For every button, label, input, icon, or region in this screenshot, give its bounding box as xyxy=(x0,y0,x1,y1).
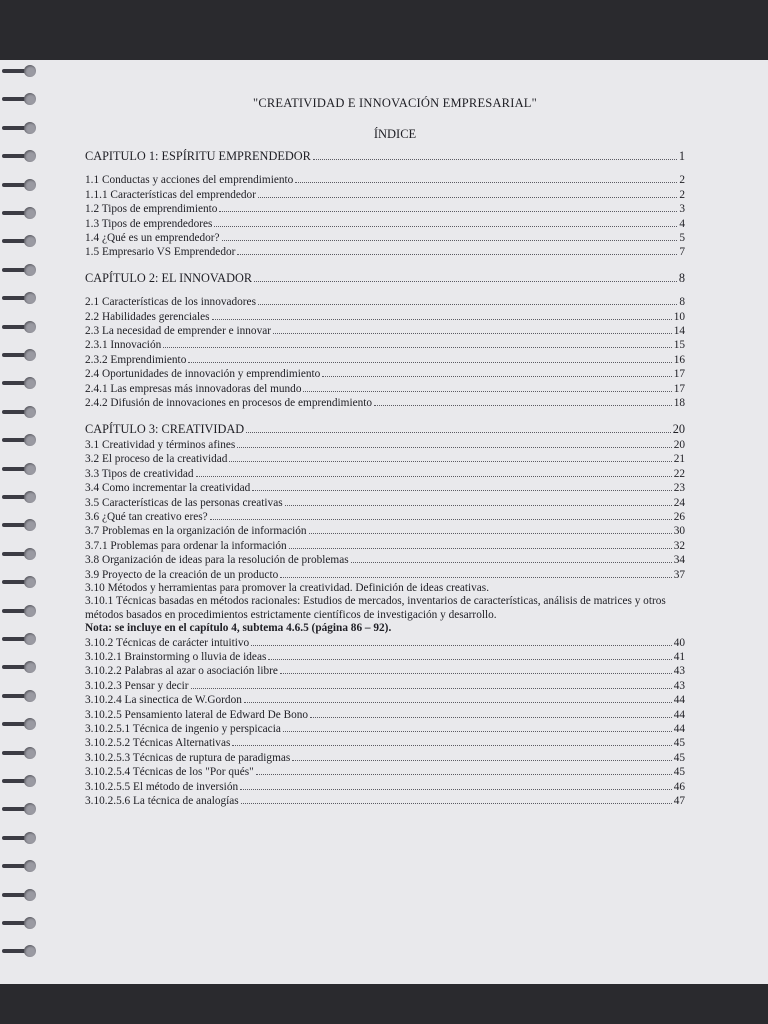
toc-entry xyxy=(85,481,685,495)
toc-leader xyxy=(258,188,677,198)
toc-entry xyxy=(85,231,685,245)
spiral-ring xyxy=(2,149,34,163)
spiral-ring xyxy=(2,774,34,788)
toc-label: 3.7 Problemas en la organización de información xyxy=(85,525,307,538)
toc-page: 1 xyxy=(678,149,685,163)
spiral-ring xyxy=(2,121,34,135)
toc-leader xyxy=(240,780,672,790)
toc-entry xyxy=(85,780,685,794)
toc-page: 43 xyxy=(673,679,685,692)
toc-label: 3.10.2.5.6 La técnica de analogías xyxy=(85,795,239,808)
toc-page: 3 xyxy=(679,203,685,216)
toc-entry xyxy=(85,524,685,538)
toc-leader xyxy=(254,272,677,282)
spiral-ring xyxy=(2,660,34,674)
toc-entry xyxy=(85,636,685,650)
toc-page: 41 xyxy=(673,651,685,663)
toc-page: 14 xyxy=(673,325,685,338)
toc-page: 23 xyxy=(673,482,685,495)
toc-label: 3.10.2.2 Palabras al azar o asociación libre xyxy=(85,665,278,678)
toc-entry-3-10-1: 3.10.1 Técnicas basadas en métodos racionales: Estudios de mercados, inventarios de características, análisis de matrices y otros métodos basados en procedimientos estrictamente científicos de investigación y desarrollo. xyxy=(85,595,666,621)
spiral-ring xyxy=(2,291,34,305)
spiral-ring xyxy=(2,64,34,78)
spiral-ring xyxy=(2,92,34,106)
toc-leader xyxy=(256,765,672,775)
toc-label: 3.10.2.5.2 Técnicas Alternativas xyxy=(85,737,231,750)
toc-entry xyxy=(85,396,685,410)
document-page xyxy=(0,60,768,984)
toc-leader xyxy=(258,295,677,305)
spiral-ring xyxy=(2,888,34,902)
toc-entry xyxy=(85,693,685,707)
toc-label: 1.3 Tipos de emprendedores xyxy=(85,217,213,230)
toc-label: 3.10.2.3 Pensar y decir xyxy=(85,679,189,692)
toc-chapter-1 xyxy=(85,150,685,163)
toc-entry xyxy=(85,722,685,736)
toc-page: 17 xyxy=(673,368,685,381)
toc-label: 3.9 Proyecto de la creación de un producto xyxy=(85,568,279,581)
toc-leader xyxy=(241,794,672,804)
toc-label: 3.8 Organización de ideas para la resolución de problemas xyxy=(85,554,349,567)
toc-page: 16 xyxy=(673,353,685,366)
toc-page: 24 xyxy=(673,496,685,509)
toc-leader xyxy=(292,751,671,761)
toc-leader xyxy=(237,245,677,255)
spiral-ring xyxy=(2,802,34,816)
toc-list-ch3 xyxy=(85,438,685,582)
toc-page: 7 xyxy=(679,246,685,259)
spiral-ring xyxy=(2,462,34,476)
toc-label: 3.10.2 Técnicas de carácter intuitivo xyxy=(85,636,250,649)
toc-page: 20 xyxy=(673,438,685,451)
toc-entry-3-10: 3.10 Métodos y herramientas para promover la creatividad. Definición de ideas creativas. xyxy=(85,581,490,594)
toc-page: 43 xyxy=(673,665,685,678)
toc-label: 3.10.2.5.5 El método de inversión xyxy=(85,780,239,793)
spiral-ring xyxy=(2,604,34,618)
toc-page: 4 xyxy=(679,217,685,230)
toc-page: 17 xyxy=(673,382,685,395)
toc-entry xyxy=(85,245,685,259)
toc-label: 3.10.2.4 La sinectica de W.Gordon xyxy=(85,694,242,707)
spiral-ring xyxy=(2,746,34,760)
toc-leader xyxy=(232,736,671,746)
toc-page: 44 xyxy=(673,694,685,707)
toc-leader xyxy=(295,173,677,183)
toc-page: 32 xyxy=(673,539,685,552)
toc-leader xyxy=(273,324,672,334)
toc-leader xyxy=(283,722,672,732)
toc-page: 15 xyxy=(673,339,685,352)
toc-label: 3.10.2.5.3 Técnicas de ruptura de paradigmas xyxy=(85,751,291,764)
toc-label: 3.2 El proceso de la creatividad xyxy=(85,453,228,466)
toc-page: 21 xyxy=(673,453,685,466)
toc-label: 3.4 Como incrementar la creatividad xyxy=(85,482,251,495)
toc-page: 45 xyxy=(673,766,685,779)
toc-entry xyxy=(85,496,685,510)
spiral-ring xyxy=(2,689,34,703)
toc-leader xyxy=(212,310,672,320)
toc-entry xyxy=(85,553,685,567)
toc-leader xyxy=(303,382,671,392)
toc-leader xyxy=(374,396,672,406)
spiral-ring xyxy=(2,575,34,589)
toc-leader xyxy=(163,338,671,348)
toc-label: 2.2 Habilidades gerenciales xyxy=(85,310,210,323)
spiral-ring xyxy=(2,490,34,504)
toc-leader xyxy=(229,452,671,462)
spiral-ring xyxy=(2,944,34,958)
toc-entry xyxy=(85,217,685,231)
toc-page: 22 xyxy=(673,467,685,480)
toc-entry xyxy=(85,438,685,452)
toc-page: 2 xyxy=(679,174,685,187)
toc-leader xyxy=(313,150,677,160)
toc-list-ch3-sub xyxy=(85,636,685,809)
toc-leader xyxy=(309,524,672,534)
toc-leader xyxy=(188,353,671,363)
toc-page: 37 xyxy=(673,568,685,581)
toc-leader xyxy=(222,231,678,241)
toc-label: 3.10.2.5 Pensamiento lateral de Edward De Bono xyxy=(85,708,309,721)
toc-entry xyxy=(85,188,685,202)
toc-entry xyxy=(85,382,685,396)
toc-entry xyxy=(85,324,685,338)
toc-entry xyxy=(85,467,685,481)
toc-list-ch1 xyxy=(85,173,685,259)
toc-label: CAPÍTULO 2: EL INNOVADOR xyxy=(85,270,253,285)
toc-entry xyxy=(85,202,685,216)
toc-label: 2.3.1 Innovación xyxy=(85,339,162,352)
toc-leader xyxy=(351,553,672,563)
toc-label: 3.3 Tipos de creatividad xyxy=(85,467,194,480)
toc-leader xyxy=(237,438,671,448)
toc-leader xyxy=(268,650,671,660)
spiral-ring xyxy=(2,433,34,447)
toc-label: 2.4 Oportunidades de innovación y emprendimiento xyxy=(85,368,321,381)
spiral-binding xyxy=(0,60,40,984)
toc-leader xyxy=(285,496,672,506)
toc-label: 3.10.2.5.4 Técnicas de los "Por qués" xyxy=(85,766,254,779)
toc-page: 18 xyxy=(673,397,685,410)
toc-entry xyxy=(85,650,685,664)
toc-entry xyxy=(85,751,685,765)
toc-leader xyxy=(251,636,672,646)
toc-label: 1.2 Tipos de emprendimiento xyxy=(85,203,218,216)
toc-list-ch2 xyxy=(85,295,685,410)
toc-label: 3.10.2.5.1 Técnica de ingenio y perspicacia xyxy=(85,723,281,736)
toc-label: CAPÍTULO 3: CREATIVIDAD xyxy=(85,421,245,436)
spiral-ring xyxy=(2,717,34,731)
toc-label: 3.6 ¿Qué tan creativo eres? xyxy=(85,510,208,523)
toc-page: 8 xyxy=(679,296,685,309)
toc-label: 1.1.1 Características del emprendedor xyxy=(85,188,256,201)
toc-label: 2.4.2 Difusión de innovaciones en procesos de emprendimiento xyxy=(85,397,373,410)
toc-label: 1.4 ¿Qué es un emprendedor? xyxy=(85,232,220,245)
toc-leader xyxy=(289,539,672,549)
toc-leader xyxy=(280,664,672,674)
spiral-ring xyxy=(2,178,34,192)
toc-entry xyxy=(85,338,685,352)
toc-page: 46 xyxy=(673,780,685,793)
toc-leader xyxy=(246,423,671,433)
toc-entry xyxy=(85,452,685,466)
toc-page: 40 xyxy=(673,636,685,649)
toc-entry xyxy=(85,539,685,553)
toc-chapter-2 xyxy=(85,272,685,285)
toc-entry xyxy=(85,736,685,750)
toc-entry xyxy=(85,568,685,582)
toc-leader xyxy=(322,367,671,377)
spiral-ring xyxy=(2,206,34,220)
toc-page: 44 xyxy=(673,723,685,736)
toc-label: 3.7.1 Problemas para ordenar la información xyxy=(85,539,287,552)
toc-leader xyxy=(191,679,672,689)
toc-entry xyxy=(85,353,685,367)
spiral-ring xyxy=(2,405,34,419)
toc-page: 20 xyxy=(672,421,685,436)
toc-page: 2 xyxy=(679,188,685,201)
toc-label: 2.3.2 Emprendimiento xyxy=(85,353,187,366)
toc-page: 30 xyxy=(673,525,685,538)
toc-label: 3.1 Creatividad y términos afines xyxy=(85,438,236,451)
toc-label: 3.5 Características de las personas creativas xyxy=(85,496,283,509)
toc-label: 2.1 Características de los innovadores xyxy=(85,296,256,309)
toc-leader xyxy=(280,568,671,578)
spiral-ring xyxy=(2,320,34,334)
toc-entry xyxy=(85,310,685,324)
toc-page: 8 xyxy=(678,270,685,285)
toc-label: 2.4.1 Las empresas más innovadoras del mundo xyxy=(85,382,302,395)
toc-note: Nota: se incluye en el capítulo 4, subtema 4.6.5 (página 86 – 92). xyxy=(85,622,392,635)
toc-leader xyxy=(219,202,677,212)
toc-entry xyxy=(85,794,685,808)
toc-page: 47 xyxy=(673,795,685,808)
toc-label: 1.1 Conductas y acciones del emprendimiento xyxy=(85,174,294,187)
toc-entry xyxy=(85,708,685,722)
toc-entry xyxy=(85,367,685,381)
toc-leader xyxy=(244,693,672,703)
toc-entry xyxy=(85,173,685,187)
index-heading: ÍNDICE xyxy=(373,127,417,141)
spiral-ring xyxy=(2,916,34,930)
spiral-ring xyxy=(2,632,34,646)
toc-page: 5 xyxy=(679,232,685,245)
toc-entry xyxy=(85,664,685,678)
spiral-ring xyxy=(2,859,34,873)
toc-leader xyxy=(196,467,672,477)
toc-leader xyxy=(252,481,671,491)
toc-label: 2.3 La necesidad de emprender e innovar xyxy=(85,325,272,338)
toc-label: CAPITULO 1: ESPÍRITU EMPRENDEDOR xyxy=(85,149,311,163)
spiral-ring xyxy=(2,376,34,390)
spiral-ring xyxy=(2,547,34,561)
toc-content xyxy=(85,90,685,808)
toc-page: 45 xyxy=(673,737,685,750)
spiral-ring xyxy=(2,263,34,277)
toc-entry xyxy=(85,510,685,524)
toc-page: 44 xyxy=(673,708,685,721)
toc-label: 1.5 Empresario VS Emprendedor xyxy=(85,246,236,259)
toc-page: 26 xyxy=(673,510,685,523)
document-title: "CREATIVIDAD E INNOVACIÓN EMPRESARIAL" xyxy=(253,96,537,110)
spiral-ring xyxy=(2,831,34,845)
toc-page: 45 xyxy=(673,751,685,764)
spiral-ring xyxy=(2,348,34,362)
toc-page: 10 xyxy=(673,310,685,323)
spiral-ring xyxy=(2,234,34,248)
toc-leader xyxy=(214,217,677,227)
toc-entry xyxy=(85,765,685,779)
spiral-ring xyxy=(2,518,34,532)
toc-chapter-3 xyxy=(85,423,685,436)
toc-label: 3.10.2.1 Brainstorming o lluvia de ideas xyxy=(85,651,267,663)
toc-entry xyxy=(85,295,685,309)
toc-entry xyxy=(85,679,685,693)
toc-leader xyxy=(210,510,672,520)
toc-leader xyxy=(310,708,672,718)
toc-page: 34 xyxy=(673,554,685,567)
